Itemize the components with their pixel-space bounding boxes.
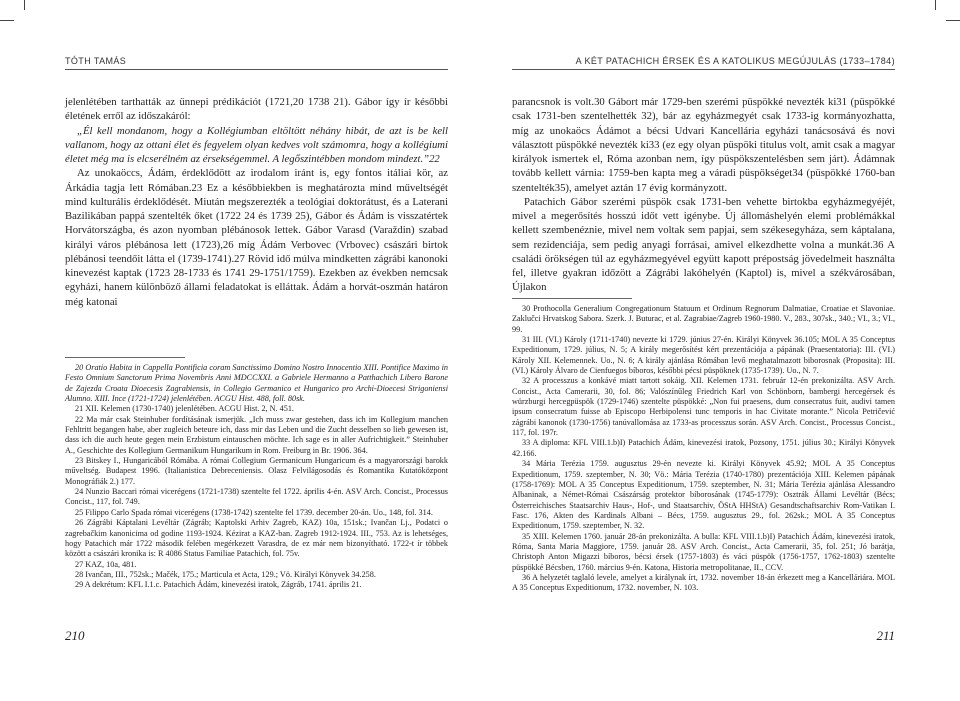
footnote: 33 A diploma: KFL VIII.1.b)I) Patachich Ádám, kinevezési iratok, Pozsony, 1751. július 30.; Királyi Könyvek 42.166.: [512, 438, 895, 458]
running-header-left: TÓTH TAMÁS: [65, 56, 127, 66]
footnote-separator: [65, 357, 185, 358]
paragraph: jelenlétében tarthatták az ünnepi prédikációt (1721,20 1738 21). Gábor így ír későbbi életének erről az időszakáról:: [65, 96, 448, 123]
crop-mark: [946, 20, 960, 21]
footnote: 23 Bitskey I., Hungaricából Rómába. A római Collegium Germanicum Hungaricum és a magyarországi barokk műveltség. Budapest 1996. (Italianistica Debreceniensis. Olasz Felvilágosodás és Romantika Kutatóközpont Monográfiák 2.) 177.: [65, 456, 448, 486]
body-text: [65, 95, 448, 309]
page-number: 210: [65, 628, 85, 643]
footnote: 36 A helyzetét taglaló levele, amelyet a királynak írt, 1732. november 18-án érkezett meg a Kancelláriára. MOL A 35 Conceptus Expeditionum, 1732. november, N. 103.: [512, 572, 895, 593]
footnote: 31 III. (VI.) Károly (1711-1740) nevezte ki 1729. június 27-én. Királyi Könyvek 36.105; MOL A 35 Conceptus Expeditionum, 1729. július, N. 5; A király megerősítést kért prezentációja a pápának (Praesentatoria): III. (VI.) Károly XII. Kelemennek. Uo., N. 6; A király ajánlása Rómában levő meghatalmazott biborosnak (Proposita): III. (VI.) Károly Álvaro de Cienfuegos bíboros, későbbi pécsi püspöknek (1735-1739). Uo., N. 7.: [512, 335, 895, 376]
footnote: 34 Mária Terézia 1759. augusztus 29-én nevezte ki. Királyi Könyvek 45.92; MOL A 35 Conceptus Expeditionum, 1759. szeptember, N. 30; Vö.: Mária Terézia (1740-1780) prezentációja XIII. Kelemen pápának (1758-1769): MOL A 35 Conceptus Expeditionum, 1759. szeptember, N. 31; Mária Terézia ajánlása Alessandro Albaninak, a Német-Római Császárság protektor bíborosának (1745-1779): Osztrák Állami Levéltár (Bécs; Österreichisches Staatsarchiv Haus-, Hof-, und Staatsarchiv, ÖStA HHStA) Gesandtschaftsarchiv Rom-Vatikan I. Fasc. 176, Akten des Kardinals Albani – Bécs, 1759. augusztus 29., fol. 262sk.; MOL A 35 Conceptus Expeditionum, 1759. szeptember, N. 32.: [512, 459, 895, 531]
footnote: 29 A dekrétum: KFL I.1.c. Patachich Ádám, kinevezési iratok, Zágráb, 1741. április 21.: [75, 580, 362, 590]
crop-mark: [24, 0, 25, 10]
footnote-separator: [512, 298, 632, 299]
crop-mark: [935, 0, 936, 10]
footnote: 20 Oratio Habita in Cappella Pontificia coram Sanctissimo Domino Nostro Innocentio XIII. Pontifice Maximo in Festo Omnium Sanctorum Prima Novembris Anni MDCCXXI. a Gabriele Hermanno a Patthachich Libero Barone de Zajezda Croata Dioecesis Zagrabiensis, in Collegio Germanico et Hungarico pro Archi-Dioecesi Strigoniensi Alumno. XIII. Ince (1721-1724) jelenlétében. ACGU Hist. 488, foll. 80sk.: [65, 363, 448, 404]
body-text: [512, 95, 895, 295]
footnote: 32 A processzus a konkávé miatt tartott sokáig. XII. Kelemen 1731. február 12-én prekonizálta. ASV Arch. Concist., Acta Camerarii, 30, fol. 86; Valószínűleg Friedrich Karl von Schönborn, bambergi hercegérsek és würzburgi hercegpüspök (1729-1746) szentelte püspökké: „Non fui praesens, dum consecratus fuit, audivi tamen ipsum consecratum fuisse ab Episcopo Herbipolensi tunc temporis in hac Civitate morante.” Nicola Petričević zágrábi kanonok (1730-1756) tanúvallomása az 1733-as processzus során. ASV Arch. Concist., Processus Concist., 117, fol. 197r.: [512, 376, 895, 438]
header-rule: [65, 69, 448, 70]
footnote: 25 Filippo Carlo Spada római vicerégens (1738-1742) szentelte fel 1739. december 20-án. Uo., 148, fol. 314.: [75, 507, 433, 517]
quote-paragraph: „Él kell mondanom, hogy a Kollégiumban eltöltött néhány hibát, de azt is be kell vallanom, hogy az ottani élet és fegyelem olyan kedves volt számomra, hogy a kollégiumi életet még ma is elcserélném az érsekségemmel. A legőszintébben mondom mindezt.”22: [65, 124, 448, 165]
footnote: 22 Ma már csak Steinhuber fordításának ismerjük. „Ich muss zwar gestehen, dass ich im Kollegium manchen Fehltritt begangen habe, aber zugleich beteure ich, dass mir das Leben und die Zucht desselben so lieb gewesen ist, dass ich die auch heute gegen mein Erzbistum eintauschen möchte. Ich sage es in aller Aufrichtigkeit.” Steinhuber A., Geschichte des Kollegium Germanikum Hungarikum in Rom. Freiburg in Br. 1906. 364.: [65, 414, 448, 455]
footnotes: [512, 304, 895, 594]
footnote: 27 KAZ, 10a, 481.: [75, 559, 137, 569]
paragraph: Az unokaöccs, Ádám, érdeklődött az irodalom iránt is, egy fontos itáliai kör, az Árkádia tagja lett Rómában.23 Ez a későbbiekben is meghatározta mind műveltségét mind kulturális érdeklődését. Miután megszerezték a teológiai doktorátust, és a Laterani Bazilikában pappá szentelték őket (1722 24 és 1739 25), Gábor és Ádám is visszatértek Horvátországba, és azon nyomban plébánosok lettek. Gábor Varasd (Varaždin) szabad királyi város plébánosa lett (1723),26 míg Ádám Verbovec (Vrbovec) császári birtok plébánosi teendőit látta el (1739-1741).27 Rövid idő múlva mindketten zágrábi kanonoki kinevezést kaptak (1723 28-1733 és 1741 29-1751/1759). Ezekben az években nemcsak egyházi, hanem különböző állami feladatokat is elláttak. Ádám a horvát-oszmán határon még katonai: [65, 167, 448, 308]
footnote: 21 XII. Kelemen (1730-1740) jelenlétében. ACGU Hist. 2, N. 451.: [75, 404, 294, 414]
crop-mark: [0, 20, 14, 21]
footnote: 28 Ivančan, III., 752sk.; Mačék, 175.; Marticula et Acta, 129.; Vö. Királyi Könyvek 34.258.: [75, 569, 376, 579]
paragraph: parancsnok is volt.30 Gábort már 1729-ben szerémi püspökké nevezték ki31 (püspökké csak 1731-ben szentelhették 32), bár az egyházmegyét csak 1733-ig kormányozhatta, míg az unokaöcs Ádámot a bécsi Udvari Kancellária egyházi tanácsosává és novi választott püspökké nevezték ki33 (ez egy olyan püspöki titulus volt, amit csak a magyar királyok ismertek el, Róma azonban nem, így püspökszentelésben sem járt). Ádámnak tovább kellett várnia: 1759-ben kapta meg a váradi püspökséget34 (püspökké 1760-ban szentelték35), amelyet aztán 17 évig kormányzott.: [512, 96, 895, 194]
footnote: 35 XIII. Kelemen 1760. január 28-án prekonizálta. A bulla: KFL VIII.1.b)I) Patachich Ádám, kinevezési iratok, Róma, Santa Maria Maggiore, 1759. január 28. ASV Arch. Concist., Acta Camerarii, 35, fol. 251; Jó barátja, Christoph Anton Migazzi bíboros, bécsi érsek (1757-1803) és váci püspök (1756-1757, 1762-1803) szentelte püspökké Bécsben, 1760. március 9-én. Katona, Historia metropolitanae, II., CCV.: [512, 531, 895, 572]
header-rule: [512, 69, 895, 70]
footnote: 26 Zágrábi Káptalani Levéltár (Zágráb; Kaptolski Arhiv Zagreb, KAZ) 10a, 151sk.; Ivančan Lj., Podatci o zagrebačkim kanonicima od godine 1193-1924. Kézirat a KAZ-ban. Zagreb 1912-1924. III., 753. Az is lehetséges, hogy Patachich már 1722 második felében megérkezett Varasdra, de ez már nem bizonyítható. 1722-t ír többek között a császári kronika is: R 4086 Status Familiae Patachich, fol. 75v.: [65, 518, 448, 559]
page-number: 211: [876, 628, 895, 643]
footnote: 24 Nunzio Baccari római vicerégens (1721-1738) szentelte fel 1722. április 4-én. ASV Arch. Concist., Processus Concist., 117, fol. 749.: [65, 487, 448, 507]
right-page: [480, 0, 960, 701]
footnote: 30 Prothocolla Generalium Congregationum Statuum et Ordinum Regnorum Dalmatiae, Croatiae et Slavoniae. Zaklučci Hrvatskog Sabora. Szerk. J. Buturac, et al. Zagrabiae/Zagreb 1960-1980. V., 283., 307sk., 340.; VI., 3.; VI., 99.: [512, 304, 895, 334]
running-header-right: A KÉT PATACHICH ÉRSEK ÉS A KATOLIKUS MEGÚJULÁS (1733–1784): [575, 56, 895, 66]
paragraph: Patachich Gábor szerémi püspök csak 1731-ben vehette birtokba egyházmegyéjét, mivel a megerősítés hosszú időt vett igénybe. Új állomáshelyén elemi problémákkal kellett szembenéznie, mivel nem voltak sem papjai, sem székesegyháza, sem káptalana, sem rezidenciája, sem pedig anyagi forrásai, amivel elkezdhette volna a munkát.36 A családi örökségen túl az egyházmegyével együtt kapott prépostság jövedelmeit használta fel, illetve gyakran időzött a Zágrábi lakóhelyén (Kaptol) is, mivel a székvárosában, Újlakon: [512, 195, 895, 294]
footnotes: [65, 363, 448, 591]
